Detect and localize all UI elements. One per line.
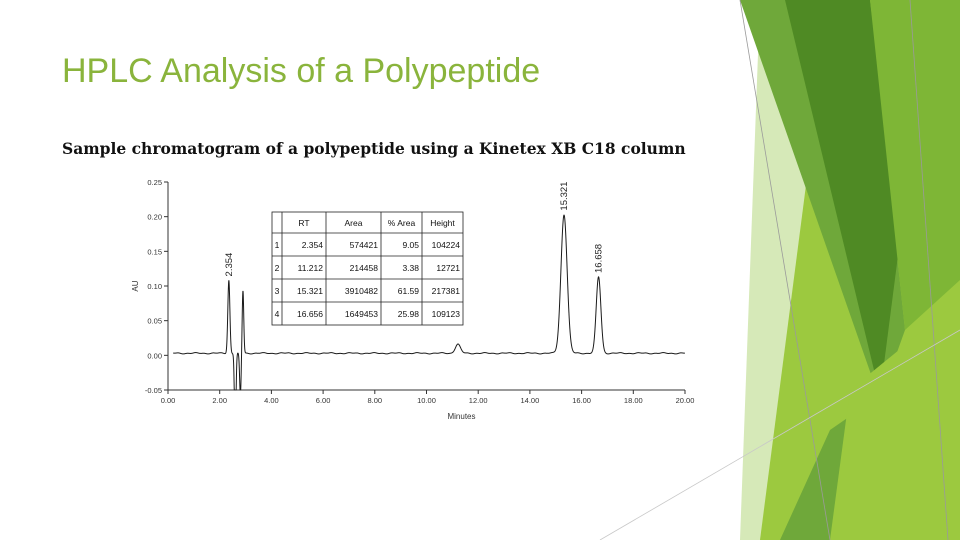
peak-label-1: 2.354 [223, 252, 235, 277]
x-tick-label: 20.00 [675, 396, 695, 405]
y-tick-label: 0.00 [147, 351, 162, 361]
y-tick-label: -0.05 [144, 386, 162, 395]
x-tick-label: 14.00 [520, 396, 540, 405]
table-header-cell: Area [344, 218, 363, 228]
y-tick-label: 0.05 [147, 316, 162, 326]
y-tick-label: 0.25 [147, 178, 162, 187]
table-cell: 9.05 [402, 240, 419, 250]
table-cell: 1 [274, 240, 280, 250]
table-cell: 1649453 [344, 309, 378, 319]
table-cell: 214458 [349, 263, 378, 273]
y-tick-label: 0.15 [147, 247, 162, 257]
x-tick-label: 10.00 [417, 396, 436, 405]
table-cell: 109123 [431, 309, 460, 319]
table-cell: 16.656 [297, 309, 323, 319]
slide-title: HPLC Analysis of a Polypeptide [62, 52, 541, 90]
slide-subtitle: Sample chromatogram of a polypeptide using a Kinetex XB C18 column [62, 139, 686, 158]
peak-label-4: 15.321 [559, 181, 571, 211]
table-header-cell: % Area [387, 218, 416, 228]
x-tick-label: 0.00 [160, 396, 176, 405]
table-cell: 217381 [431, 286, 460, 296]
x-tick-label: 8.00 [367, 396, 383, 405]
x-tick-label: 12.00 [468, 396, 488, 405]
table-cell: 104224 [431, 240, 460, 250]
table-cell: 12721 [436, 263, 460, 273]
table-cell: 15.321 [297, 286, 323, 296]
y-tick-label: 0.20 [147, 212, 162, 222]
table-cell: 2 [274, 263, 280, 273]
table-cell: 61.59 [397, 286, 419, 296]
chromatogram-chart [120, 170, 700, 425]
table-cell: 574421 [349, 240, 378, 250]
x-tick-label: 18.00 [623, 396, 643, 405]
table-cell: 11.212 [297, 263, 323, 273]
peak-label-5: 16.658 [593, 243, 605, 273]
x-tick-label: 2.00 [212, 396, 228, 405]
table-cell: 2.354 [301, 240, 323, 250]
table-cell: 3 [274, 286, 280, 296]
x-tick-label: 4.00 [264, 396, 279, 405]
y-tick-label: 0.10 [147, 282, 162, 291]
integration-table [272, 212, 463, 325]
table-cell: 3.38 [402, 263, 419, 273]
table-cell: 3910482 [344, 286, 378, 296]
x-axis-label: Minutes [447, 412, 476, 421]
table-cell: 4 [274, 309, 280, 319]
table-header-cell: Height [430, 218, 455, 228]
y-axis-label: AU [131, 280, 140, 292]
table-header-cell: RT [298, 218, 310, 228]
table-cell: 25.98 [397, 309, 419, 319]
x-tick-label: 6.00 [315, 396, 331, 405]
x-tick-label: 16.00 [572, 396, 591, 405]
